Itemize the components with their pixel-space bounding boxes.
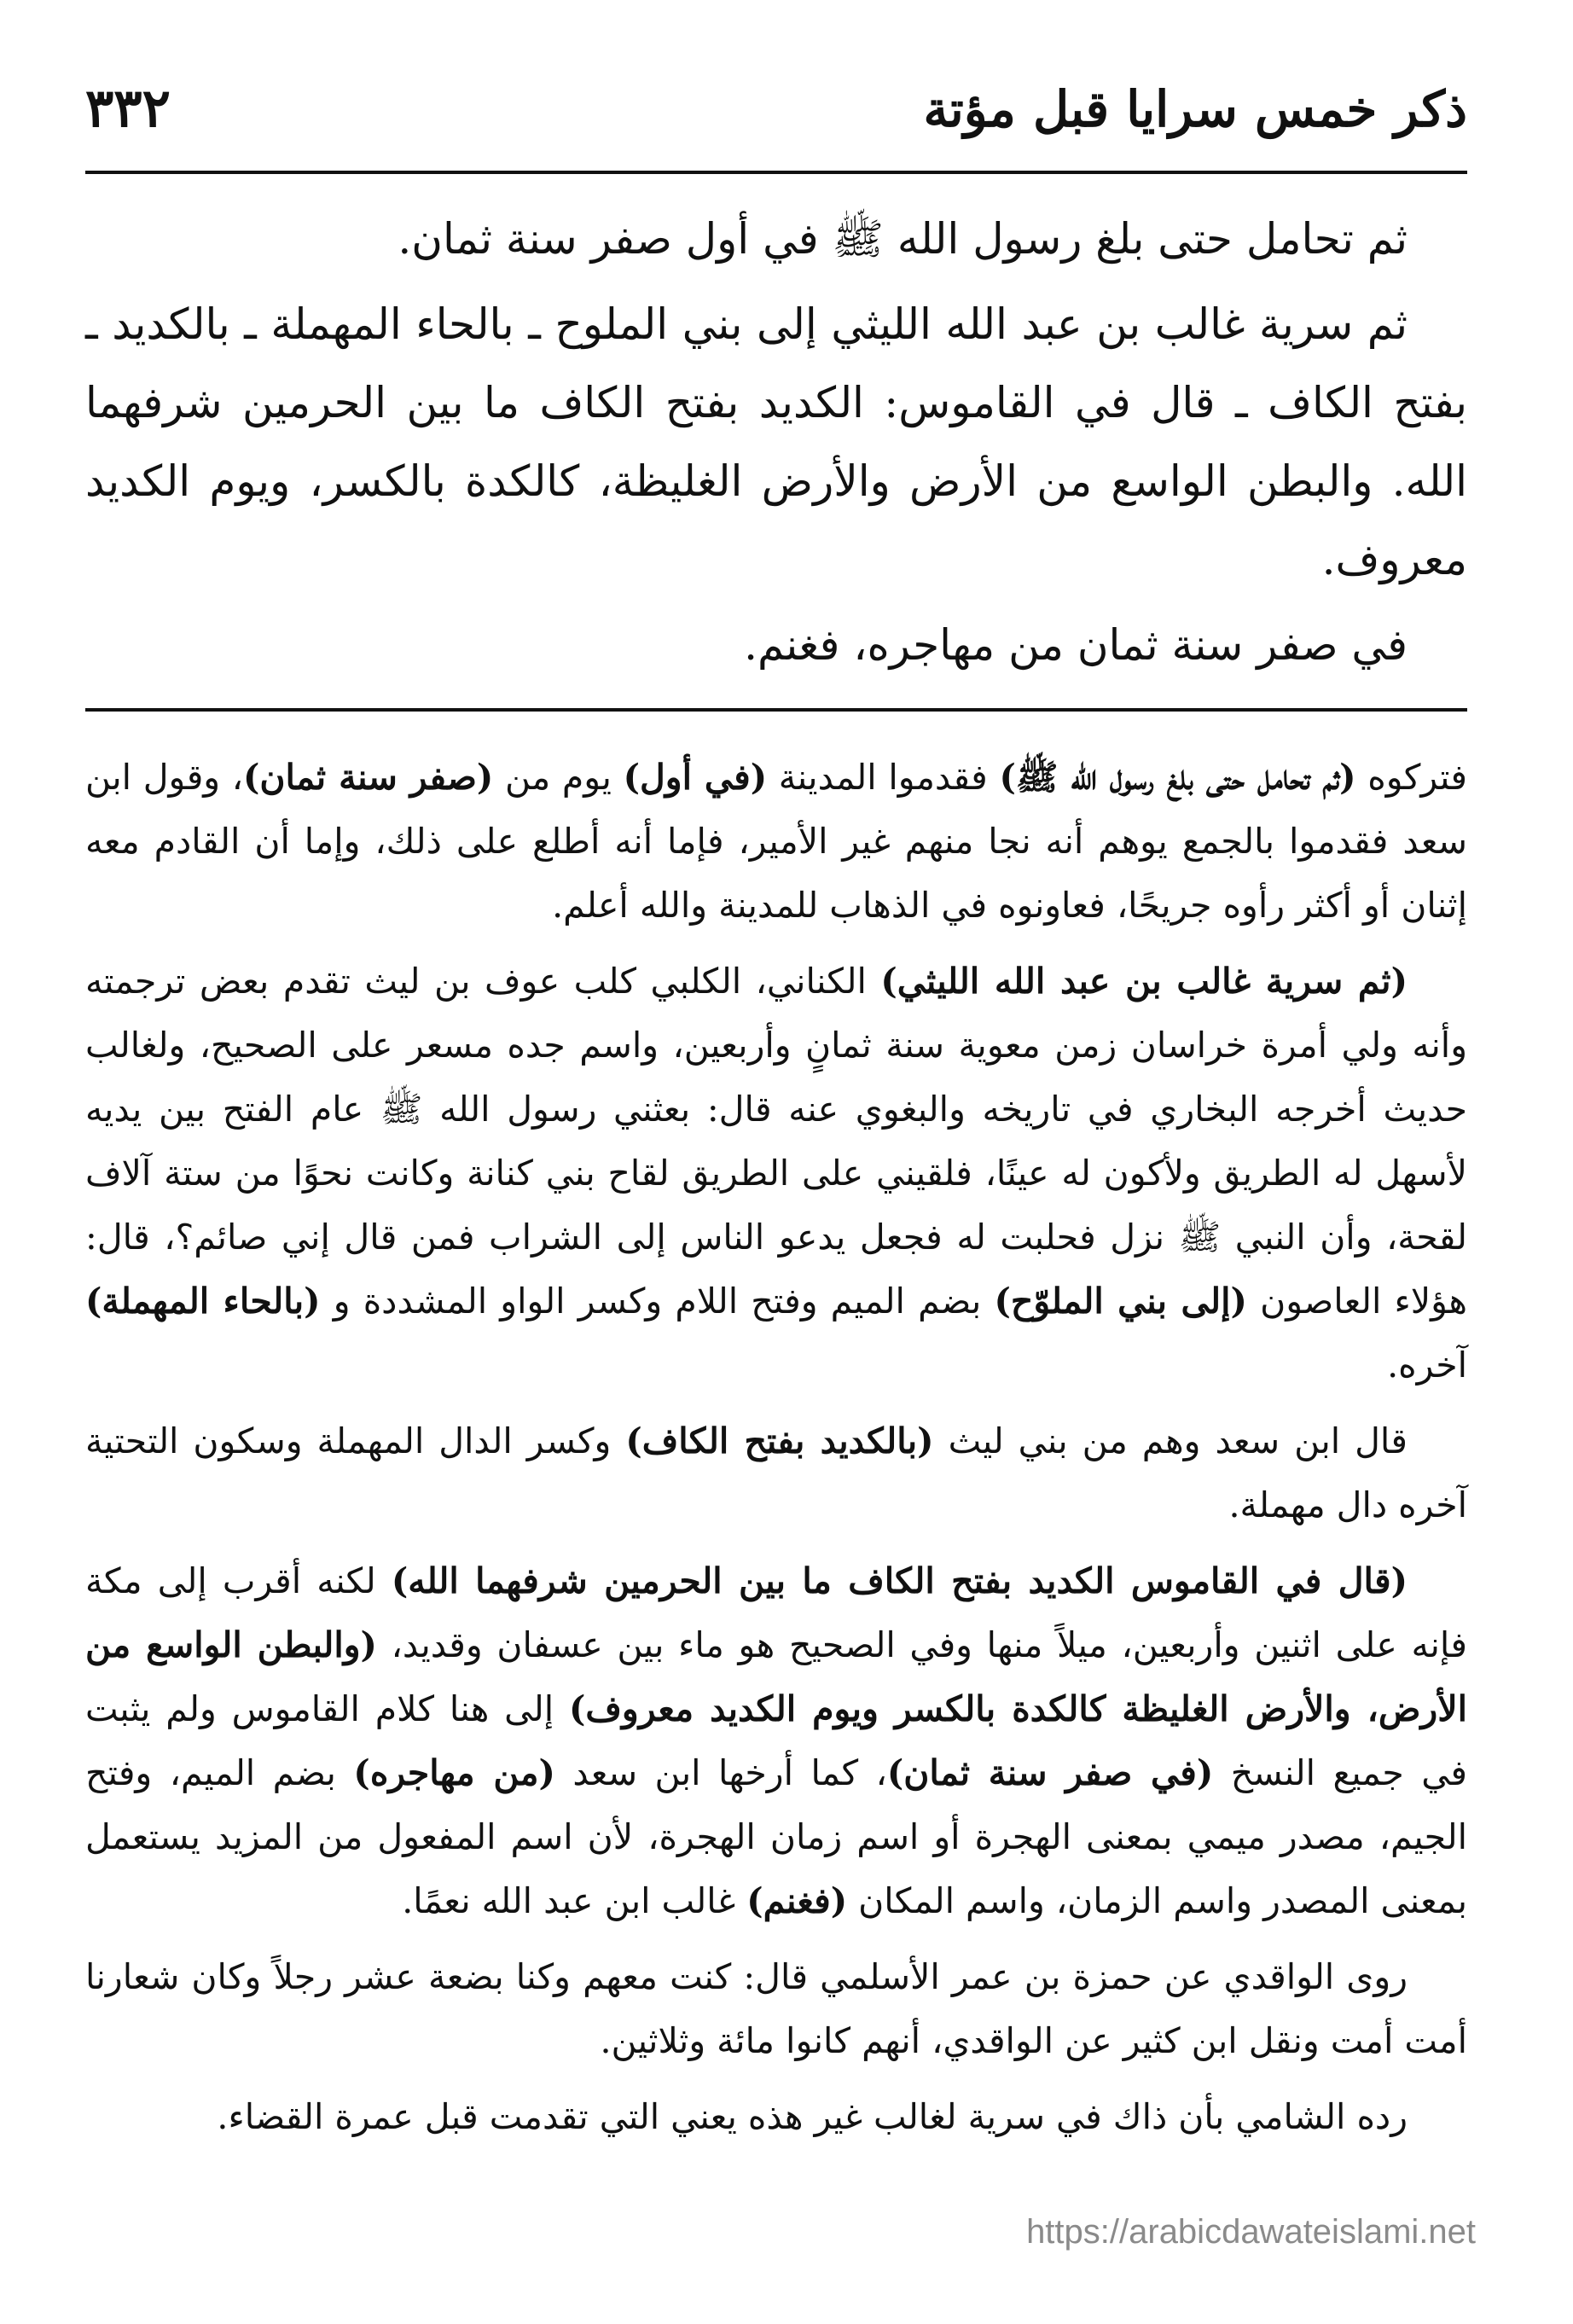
quoted-matn: (بالكديد بفتح الكاف) [625,1421,934,1461]
quoted-matn: (بالحاء المهملة) [85,1281,321,1322]
commentary-paragraph [85,1549,1467,1933]
quoted-matn: (قال في القاموس الكديد بفتح الكاف ما بين الحرمين شرفهما الله) [391,1560,1408,1601]
commentary-text: يوم من [493,757,624,798]
commentary-text: بضم الميم وفتح اللام وكسر الواو المشددة و [320,1281,995,1322]
quoted-matn: (صفر سنة ثمان) [243,757,494,798]
commentary-text: غالب ابن عبد الله نعمًا. [402,1880,747,1921]
main-text [85,174,1467,712]
commentary-text: لكنه أقرب إلى مكة فإنه على اثنين وأربعين، ميلاً منها وفي الصحيح هو ماء بين عسفان وقديد، [85,1560,1467,1665]
main-paragraph: ثم سرية غالب بن عبد الله الليثي إلى بني الملوح ـ بالحاء المهملة ـ بالكديد ـ بفتح الكاف ـ قال في القاموس: الكديد بفتح الكاف ما بين الحرمين شرفهما الله. والبطن الواسع من الأرض والأرض الغليظة، كالكدة بالكسر، ويوم الكديد معروف. [85,299,1467,584]
commentary [85,712,1467,2149]
commentary-text: فتركوه [1355,757,1467,798]
commentary-text: الكناني، الكلبي كلب عوف بن ليث تقدم بعض ترجمته وأنه ولي أمرة خراسان زمن معوية سنة ثمانٍ وأربعين، واسم جده مسعر على الصحيح، ولغالب حديث أخرجه البخاري في تاريخه والبغوي عنه قال: بعثني رسول الله ﷺ عام الفتح بين يديه لأسهل له الطريق ولأكون له عينًا، فلقيني على الطريق لقاح بني كنانة وكانت نحوًا من ستة آلاف لقحة، وأن النبي ﷺ نزل فحلبت له فجعل يدعو الناس إلى الشراب فمن قال إني صائم؟، قال: هؤلاء العاصون [85,961,1467,1322]
book-page [85,77,1467,2161]
commentary-text: ، وقول ابن سعد فقدموا بالجمع يوهم أنه نجا منهم غير الأمير، فإما أنه أطلع على ذلك، وإما أن القادم معه إثنان أو أكثر رأوه جريحًا، فعاونوه في الذهاب للمدينة والله أعلم. [85,757,1467,926]
quoted-matn: (في أول) [623,757,768,798]
commentary-paragraph [85,1409,1467,1537]
quoted-matn: (ثم تحامل حتى بلغ رسول الله ﷺ) [999,757,1356,798]
page-title: ذكر خمس سرايا قبل مؤتة [923,80,1467,138]
main-paragraph: في صفر سنة ثمان من مهاجره، فغنم. [744,620,1408,670]
commentary-text: قال ابن سعد وهم من بني ليث [933,1421,1408,1461]
quoted-matn: (في صفر سنة ثمان) [886,1752,1214,1793]
commentary-text: ، كما أرخها ابن سعد [554,1752,887,1793]
commentary-paragraph: رده الشامي بأن ذاك في سرية لغالب غير هذه يعني التي تقدمت قبل عمرة القضاء. [217,2096,1408,2137]
commentary-paragraph: روى الواقدي عن حمزة بن عمر الأسلمي قال: كنت معهم وكنا بضعة عشر رجلاً وكان شعارنا أمت أمت ونقل ابن كثير عن الواقدي، أنهم كانوا مائة وثلاثين. [85,1956,1467,2061]
quoted-matn: (فغنم) [746,1880,848,1921]
quoted-matn: (إلى بني الملوّح) [994,1281,1247,1322]
page-number: ٣٣٢ [85,77,171,139]
commentary-text: إلى هنا كلام القاموس ولم يثبت في جميع النسخ [85,1688,1467,1793]
quoted-matn: (من مهاجره) [353,1752,555,1793]
quoted-matn: (والبطن الواسع من الأرض، والأرض الغليظة كالكدة بالكسر ويوم الكديد معروف) [85,1624,1468,1729]
page-header [85,77,1467,174]
commentary-text: بضم الميم، وفتح الجيم، مصدر ميمي بمعنى الهجرة أو اسم زمان الهجرة، لأن اسم المفعول من المزيد يستعمل بمعنى المصدر واسم الزمان، واسم المكان [85,1752,1467,1921]
watermark-url: https://arabicdawateislami.net [1026,2213,1476,2251]
commentary-text: آخره. [1387,1345,1467,1386]
commentary-text: فقدموا المدينة [767,757,1000,798]
main-paragraph: ثم تحامل حتى بلغ رسول الله ﷺ في أول صفر سنة ثمان. [398,214,1408,264]
commentary-paragraph [85,746,1467,938]
quoted-matn: (ثم سرية غالب بن عبد الله الليثي) [880,961,1408,1002]
commentary-text: وكسر الدال المهملة وسكون التحتية آخره دال مهملة. [85,1421,1467,1525]
commentary-paragraph [85,950,1467,1397]
